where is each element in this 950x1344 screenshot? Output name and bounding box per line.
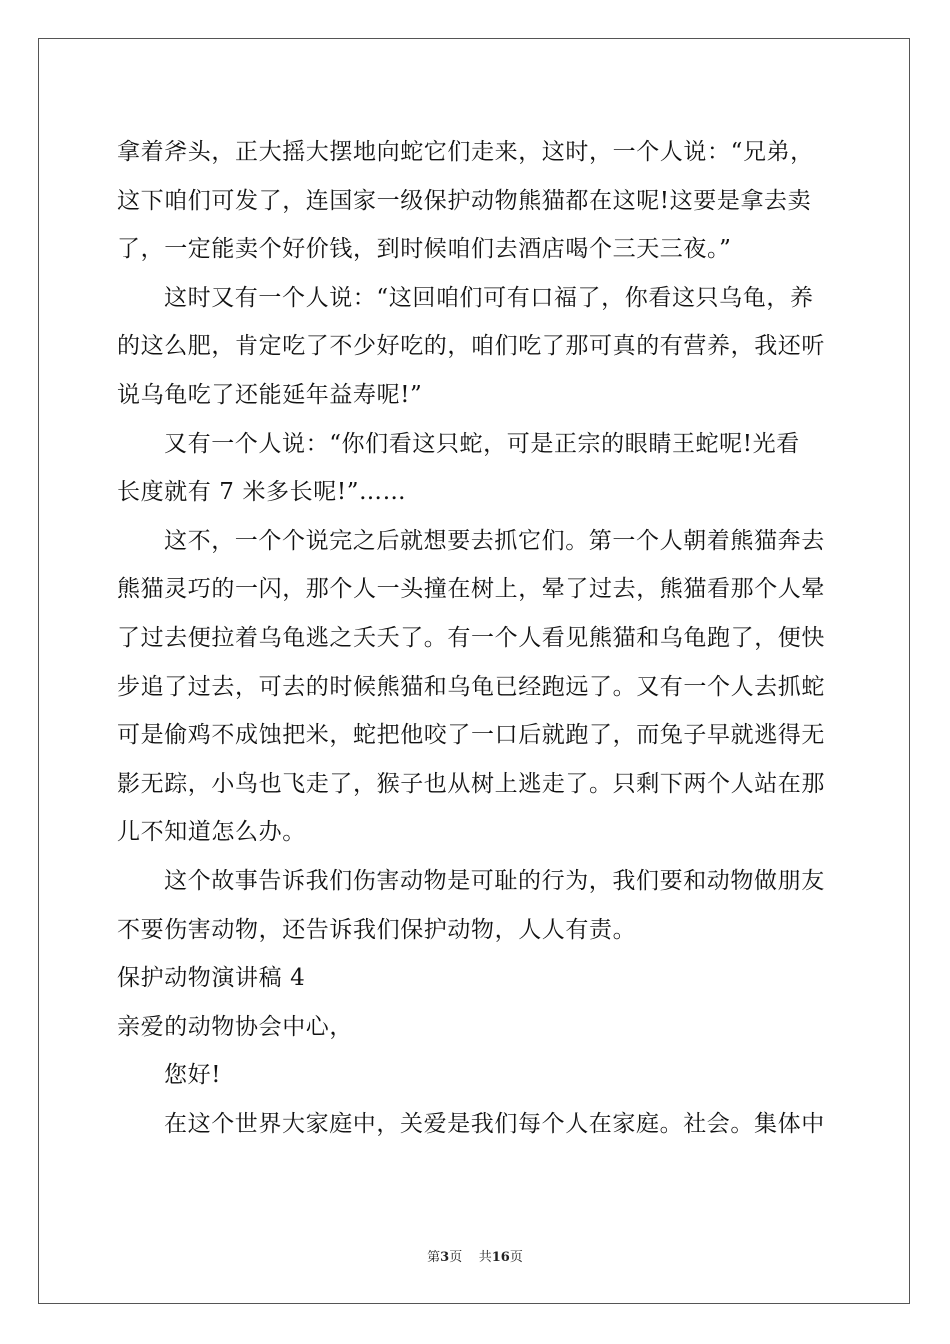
footer-total-prefix: 共	[478, 1250, 492, 1265]
text-line: 了过去便拉着乌龟逃之夭夭了。有一个人看见熊猫和乌龟跑了，便快	[117, 624, 825, 651]
text-line: 长度就有 7 米多长呢!”……	[117, 479, 407, 506]
text-line: 的这么肥，肯定吃了不少好吃的，咱们吃了那可真的有营养，我还听	[117, 333, 825, 360]
text-line: 儿不知道怎么办。	[117, 819, 306, 846]
text-line: 了，一定能卖个好价钱，到时候咱们去酒店喝个三天三夜。”	[117, 236, 732, 263]
footer-page-prefix: 第	[427, 1250, 441, 1265]
text-line: 保护动物演讲稿 4	[117, 965, 306, 992]
footer-page-suffix: 页	[449, 1250, 463, 1265]
footer-current-page: 3	[440, 1250, 450, 1265]
text-line: 说乌龟吃了还能延年益寿呢!”	[117, 381, 423, 408]
text-line: 拿着斧头，正大摇大摆地向蛇它们走来，这时，一个人说：“兄弟，	[117, 139, 814, 165]
footer-total-suffix: 页	[509, 1250, 523, 1265]
text-line: 影无踪，小鸟也飞走了，猴子也从树上逃走了。只剩下两个人站在那	[117, 770, 825, 797]
text-line: 这时又有一个人说：“这回咱们可有口福了，你看这只乌龟，养	[164, 284, 814, 311]
text-line: 又有一个人说：“你们看这只蛇，可是正宗的眼睛王蛇呢!光看	[164, 430, 800, 457]
text-line: 可是偷鸡不成蚀把米，蛇把他咬了一口后就跑了，而兔子早就逃得无	[117, 722, 825, 749]
document-body	[117, 128, 833, 1148]
footer-total-pages: 16	[491, 1250, 510, 1265]
text-line: 步追了过去，可去的时候熊猫和乌龟已经跑远了。又有一个人去抓蛇	[117, 673, 825, 700]
text-line: 在这个世界大家庭中，关爱是我们每个人在家庭。社会。集体中	[164, 1110, 825, 1137]
page-footer	[0, 1246, 950, 1265]
text-line: 这不，一个个说完之后就想要去抓它们。第一个人朝着熊猫奔去	[164, 527, 825, 554]
text-line: 不要伤害动物，还告诉我们保护动物，人人有责。	[117, 916, 637, 943]
text-line: 熊猫灵巧的一闪，那个人一头撞在树上，晕了过去，熊猫看那个人晕	[117, 576, 825, 603]
text-line: 这下咱们可发了，连国家一级保护动物熊猫都在这呢!这要是拿去卖	[117, 187, 812, 214]
text-line: 这个故事告诉我们伤害动物是可耻的行为，我们要和动物做朋友	[164, 867, 825, 894]
text-line: 您好!	[164, 1062, 222, 1089]
text-line: 亲爱的动物协会中心，	[117, 1013, 353, 1040]
